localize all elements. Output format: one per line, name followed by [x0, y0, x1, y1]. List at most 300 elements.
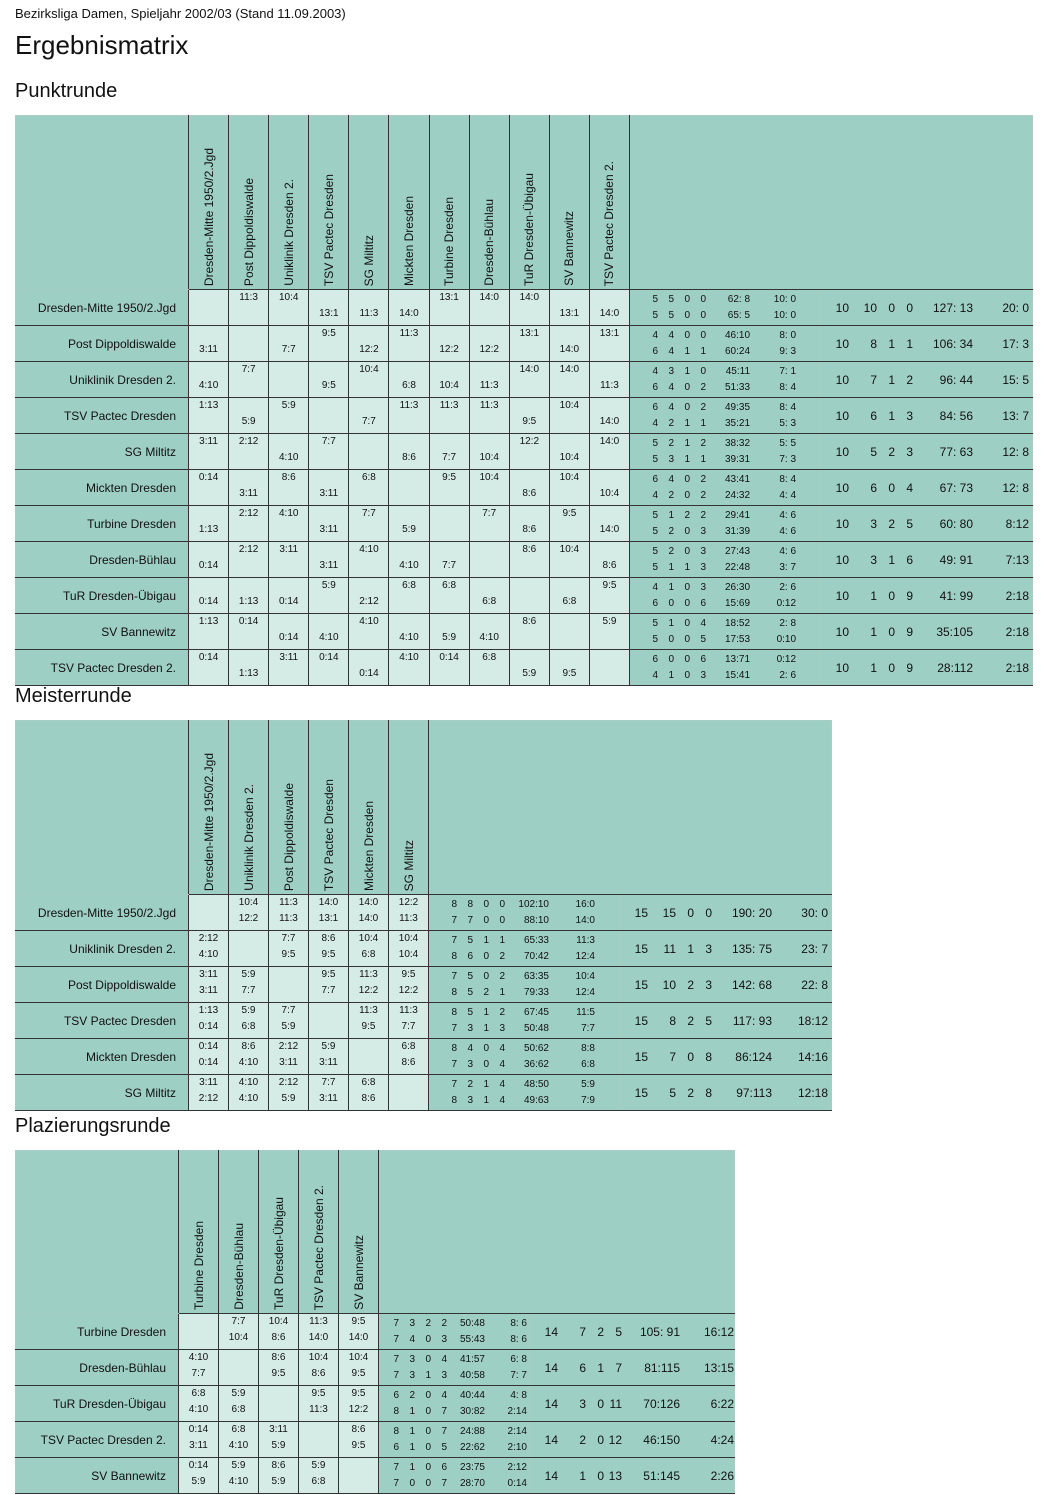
total-value: 17: 3 [1002, 336, 1030, 351]
total-value: 3 [705, 941, 712, 956]
column-header [229, 721, 269, 895]
score: 5:9 [271, 1440, 286, 1451]
split-value: 0 [483, 914, 489, 926]
total-value: 117: 93 [732, 1013, 772, 1028]
split-value: 4: 6 [779, 545, 797, 557]
score [259, 1386, 298, 1402]
total-value: 3 [906, 408, 914, 423]
matrix-cell [219, 1314, 259, 1350]
matrix-cell [339, 1350, 379, 1386]
column-header-label: Dresden-Mitte 1950/2.Jgd [201, 147, 216, 286]
matrix-cell [389, 614, 429, 650]
split-value: 2: 8 [779, 617, 797, 629]
split-row [429, 1041, 619, 1057]
total-stats [821, 362, 1033, 398]
split-value: 8: 4 [779, 473, 797, 485]
score [510, 306, 549, 322]
split-row [429, 913, 619, 929]
score [349, 326, 388, 342]
split-value: 9: 3 [779, 345, 797, 357]
table-row [16, 1039, 832, 1075]
split-value: 1 [684, 345, 691, 357]
split-value: 5 [652, 509, 659, 521]
score: 14:0 [308, 1332, 329, 1343]
score [470, 666, 509, 682]
split-value: 1 [409, 1461, 415, 1473]
column-header [349, 116, 389, 290]
score: 3:11 [319, 524, 339, 535]
column-header-label: SV Bannewitz [562, 211, 577, 286]
matrix-diagonal-cell [589, 650, 629, 686]
total-stats [620, 895, 832, 931]
split-value: 5 [668, 309, 675, 321]
column-header [349, 721, 389, 895]
split-stats [379, 1386, 530, 1422]
score: 3:11 [199, 1077, 218, 1088]
matrix-cell [389, 1003, 429, 1039]
split-row [630, 544, 820, 560]
split-value: 7 [451, 934, 457, 946]
score [229, 326, 268, 342]
split-row [630, 560, 820, 576]
score: 1:13 [198, 616, 219, 627]
column-header [269, 116, 309, 290]
matrix-diagonal-cell [229, 326, 269, 362]
total-value: 70:126 [643, 1396, 680, 1411]
score [550, 434, 589, 450]
score: 3:11 [319, 488, 339, 499]
split-value: 2 [700, 401, 707, 413]
split-value: 10: 0 [773, 309, 797, 321]
column-header-label: Uniklinik Dresden 2. [281, 179, 296, 286]
score [389, 614, 428, 630]
split-value: 7 [441, 1425, 447, 1437]
total-stats [530, 1350, 735, 1386]
split-value: 0 [668, 653, 675, 665]
total-row [620, 932, 831, 965]
score [269, 414, 308, 430]
score [430, 434, 469, 450]
total-value: 0 [888, 480, 896, 495]
score [229, 470, 268, 486]
split-value: 0 [684, 329, 691, 341]
matrix-cell [349, 1075, 389, 1111]
split-value: 0 [684, 381, 691, 393]
matrix-cell [189, 434, 229, 470]
column-header-label: TSV Pactec Dresden [321, 778, 336, 891]
matrix-diagonal-cell [219, 1350, 259, 1386]
score [349, 450, 388, 466]
score: 10:4 [348, 1352, 369, 1363]
score: 1:13 [238, 596, 259, 607]
score: 7:7 [281, 933, 296, 944]
total-row [620, 968, 831, 1001]
matrix-cell [259, 1350, 299, 1386]
matrix-cell [349, 398, 389, 434]
split-value: 3 [467, 1094, 473, 1106]
matrix-cell [189, 398, 229, 434]
matrix-cell [469, 290, 509, 326]
score: 0:14 [238, 616, 259, 627]
split-value: 36:62 [523, 1058, 549, 1070]
score: 11:3 [359, 308, 379, 319]
split-row [630, 488, 820, 504]
matrix-cell [189, 967, 229, 1003]
split-value: 5 [652, 633, 659, 645]
matrix-diagonal-cell [469, 542, 509, 578]
split-value: 45:11 [725, 365, 751, 377]
split-row [630, 416, 820, 432]
split-value: 0 [684, 293, 691, 305]
split-value: 67:45 [523, 1006, 549, 1018]
split-value: 4: 4 [779, 489, 797, 501]
score: 7:7 [231, 1316, 246, 1327]
split-value: 0 [483, 1058, 489, 1070]
split-value: 0 [700, 329, 707, 341]
score [189, 362, 228, 378]
score: 3:11 [189, 1440, 208, 1451]
total-value: 0 [888, 660, 896, 675]
split-value: 70:42 [523, 950, 549, 962]
split-value: 0 [499, 898, 505, 910]
matrix-cell [309, 1075, 349, 1111]
matrix-cell [469, 434, 509, 470]
split-stats [379, 1458, 530, 1494]
row-team-name: SG Miltitz [16, 434, 189, 470]
total-value: 15: 5 [1002, 372, 1030, 387]
matrix-cell [549, 650, 589, 686]
total-value: 2 [906, 372, 914, 387]
result-matrix-2 [15, 1150, 735, 1494]
score [550, 326, 589, 342]
matrix-cell [269, 1003, 309, 1039]
matrix-cell [189, 1075, 229, 1111]
score: 12:2 [238, 913, 259, 924]
score: 4:10 [188, 1352, 209, 1363]
score [229, 522, 268, 538]
score: 5:9 [442, 632, 457, 643]
split-row [630, 596, 820, 612]
split-value: 2 [499, 950, 505, 962]
split-value: 2 [668, 417, 675, 429]
split-value: 0 [684, 669, 691, 681]
matrix-cell [349, 895, 389, 931]
total-value: 14 [544, 1432, 558, 1447]
column-header-label: TSV Pactec Dresden 2. [602, 160, 617, 286]
page-subtitle: Bezirksliga Damen, Spieljahr 2002/03 (Stand 11.09.2003) [15, 6, 346, 21]
table-row [16, 542, 1033, 578]
split-value: 4 [499, 1058, 505, 1070]
score: 7:7 [442, 560, 457, 571]
score: 7:7 [482, 508, 497, 519]
split-row [429, 1021, 619, 1037]
split-value: 1 [483, 934, 489, 946]
score [389, 506, 428, 522]
matrix-cell [189, 614, 229, 650]
matrix-cell [349, 362, 389, 398]
score: 10:4 [359, 364, 379, 375]
split-value: 1 [668, 581, 675, 593]
matrix-cell [229, 614, 269, 650]
split-value: 2 [668, 525, 675, 537]
matrix-cell [469, 650, 509, 686]
score [590, 290, 629, 306]
matrix-cell [189, 470, 229, 506]
total-value: 3 [906, 444, 914, 459]
matrix-cell [229, 470, 269, 506]
total-stats [620, 1003, 832, 1039]
row-team-name: Mickten Dresden [16, 470, 189, 506]
matrix-cell [219, 1458, 259, 1494]
score: 7:7 [241, 985, 256, 996]
score [189, 542, 228, 558]
total-value: 11 [609, 1396, 622, 1411]
table-row [16, 967, 832, 1003]
score: 9:5 [311, 1388, 326, 1399]
score [430, 362, 469, 378]
split-value: 0 [684, 653, 691, 665]
split-value: 4 [499, 1094, 505, 1106]
total-value: 49: 91 [939, 552, 974, 567]
score: 5:9 [231, 1388, 246, 1399]
score [349, 434, 388, 450]
score: 6:8 [231, 1424, 246, 1435]
score: 3:11 [279, 652, 299, 663]
total-value: 2 [888, 516, 896, 531]
total-value: 18:12 [797, 1013, 828, 1028]
split-value: 4: 6 [779, 509, 797, 521]
matrix-cell [469, 398, 509, 434]
split-value: 5 [652, 545, 659, 557]
score: 3:11 [279, 1057, 298, 1068]
split-value: 5 [652, 453, 659, 465]
matrix-cell [429, 650, 469, 686]
split-value: 49:63 [523, 1094, 549, 1106]
split-value: 8: 4 [779, 401, 797, 413]
split-value: 11:5 [576, 1006, 595, 1018]
score: 2:12 [278, 1077, 299, 1088]
score: 10:4 [308, 1352, 329, 1363]
header-stats [630, 116, 1033, 290]
split-value: 7 [467, 914, 473, 926]
matrix-cell [309, 578, 349, 614]
split-value: 50:62 [523, 1042, 549, 1054]
split-value: 16:0 [575, 898, 595, 910]
score: 8:6 [522, 616, 537, 627]
split-value: 7 [451, 1022, 457, 1034]
matrix-cell [389, 650, 429, 686]
score [470, 434, 509, 450]
split-stats [630, 470, 821, 506]
split-value: 2 [499, 1006, 505, 1018]
total-value: 10 [835, 336, 850, 351]
split-stats [379, 1422, 530, 1458]
split-stats [630, 326, 821, 362]
split-value: 3 [700, 561, 707, 573]
total-value: 127: 13 [932, 300, 974, 315]
split-value: 2:12 [507, 1461, 527, 1473]
score: 3:11 [239, 488, 258, 499]
table-row [16, 1422, 735, 1458]
row-team-name: Dresden-Mitte 1950/2.Jgd [16, 895, 189, 931]
score [349, 398, 388, 414]
split-value: 4 [652, 329, 659, 341]
score: 4:10 [359, 616, 379, 627]
total-value: 1 [870, 660, 878, 675]
matrix-cell [589, 290, 629, 326]
score: 10:4 [268, 1316, 289, 1327]
table-row [16, 1003, 832, 1039]
split-value: 8 [451, 1094, 457, 1106]
split-value: 4 [409, 1333, 415, 1345]
score: 6:8 [231, 1404, 246, 1415]
total-row [821, 651, 1032, 684]
total-value: 12: 8 [1002, 480, 1030, 495]
score: 5:9 [271, 1476, 286, 1487]
split-value: 2 [467, 1078, 473, 1090]
score: 10:4 [559, 472, 580, 483]
score: 9:5 [321, 949, 336, 960]
score: 2:12 [359, 596, 379, 607]
matrix-cell [269, 578, 309, 614]
score: 9:5 [351, 1440, 366, 1451]
total-stats [821, 614, 1033, 650]
split-value: 1 [700, 345, 707, 357]
total-value: 7 [669, 1049, 676, 1064]
split-value: 5 [441, 1441, 447, 1453]
score: 2:12 [278, 1041, 299, 1052]
score [590, 450, 629, 466]
split-value: 0 [483, 950, 489, 962]
score [590, 630, 629, 646]
score: 3:11 [199, 436, 218, 447]
matrix-cell [549, 434, 589, 470]
matrix-diagonal-cell [309, 398, 349, 434]
score [550, 578, 589, 594]
split-stats [429, 1075, 620, 1111]
total-row [821, 543, 1032, 576]
split-row [379, 1368, 529, 1384]
total-stats [821, 434, 1033, 470]
split-value: 5: 5 [779, 437, 797, 449]
score: 4:10 [319, 632, 339, 643]
matrix-cell [429, 326, 469, 362]
total-stats [821, 398, 1033, 434]
total-value: 7:13 [1005, 552, 1030, 567]
score [430, 486, 469, 502]
score: 2:12 [198, 933, 219, 944]
total-value: 3 [579, 1396, 586, 1411]
split-value: 0 [684, 525, 691, 537]
split-value: 3 [700, 545, 707, 557]
matrix-diagonal-cell [389, 470, 429, 506]
row-team-name: SV Bannewitz [16, 1458, 179, 1494]
split-value: 2 [441, 1317, 447, 1329]
matrix-cell [469, 326, 509, 362]
total-stats [821, 290, 1033, 326]
column-header [309, 721, 349, 895]
row-team-name: Turbine Dresden [16, 1314, 179, 1350]
split-value: 23:75 [459, 1461, 485, 1473]
split-value: 3 [700, 581, 707, 593]
score: 14:0 [599, 524, 620, 535]
split-row [630, 452, 820, 468]
split-value: 1 [425, 1369, 431, 1381]
split-value: 7 [393, 1461, 399, 1473]
score [269, 326, 308, 342]
split-value: 3 [409, 1317, 415, 1329]
split-value: 40:44 [459, 1389, 485, 1401]
total-value: 10 [835, 516, 850, 531]
split-value: 6 [652, 381, 659, 393]
total-value: 0 [888, 624, 896, 639]
score: 8:6 [522, 544, 537, 555]
split-value: 5 [700, 633, 707, 645]
result-matrix-1 [15, 720, 832, 1111]
split-row [379, 1332, 529, 1348]
score: 8:6 [271, 1332, 286, 1343]
score: 7:7 [361, 508, 376, 519]
split-row [429, 1057, 619, 1073]
matrix-cell [189, 1039, 229, 1075]
matrix-cell [269, 650, 309, 686]
matrix-cell [469, 362, 509, 398]
score [189, 506, 228, 522]
split-stats [429, 931, 620, 967]
split-row [630, 436, 820, 452]
score: 8:6 [241, 1041, 256, 1052]
score: 5:9 [281, 1021, 296, 1032]
total-row [530, 1315, 734, 1348]
score [430, 542, 469, 558]
split-value: 4 [668, 345, 675, 357]
split-value: 0 [483, 898, 489, 910]
score [430, 326, 469, 342]
score: 11:3 [399, 913, 418, 924]
column-header-label: Mickten Dresden [402, 195, 417, 286]
score [339, 1474, 378, 1490]
split-value: 6 [652, 653, 659, 665]
score [229, 650, 268, 666]
matrix-cell [339, 1314, 379, 1350]
split-value: 4 [668, 401, 675, 413]
column-header [589, 116, 629, 290]
split-value: 26:30 [725, 581, 751, 593]
split-value: 1 [684, 417, 691, 429]
split-value: 8:8 [581, 1042, 595, 1054]
score: 14:0 [479, 292, 499, 303]
split-value: 55:43 [459, 1333, 485, 1345]
split-row [630, 524, 820, 540]
row-team-name: Post Dippoldiswalde [16, 967, 189, 1003]
matrix-cell [549, 398, 589, 434]
split-value: 5 [652, 309, 659, 321]
split-value: 2:10 [507, 1441, 527, 1453]
score [229, 630, 268, 646]
score: 3:11 [199, 969, 218, 980]
split-value: 1 [668, 509, 675, 521]
score: 0:14 [198, 596, 219, 607]
matrix-cell [349, 470, 389, 506]
score: 6:8 [191, 1388, 206, 1399]
score [189, 450, 228, 466]
score: 5:9 [231, 1460, 246, 1471]
score: 5:9 [321, 580, 336, 591]
matrix-cell [299, 1350, 339, 1386]
split-value: 17:53 [725, 633, 751, 645]
split-value: 22:48 [725, 561, 751, 573]
split-value: 1 [700, 417, 707, 429]
